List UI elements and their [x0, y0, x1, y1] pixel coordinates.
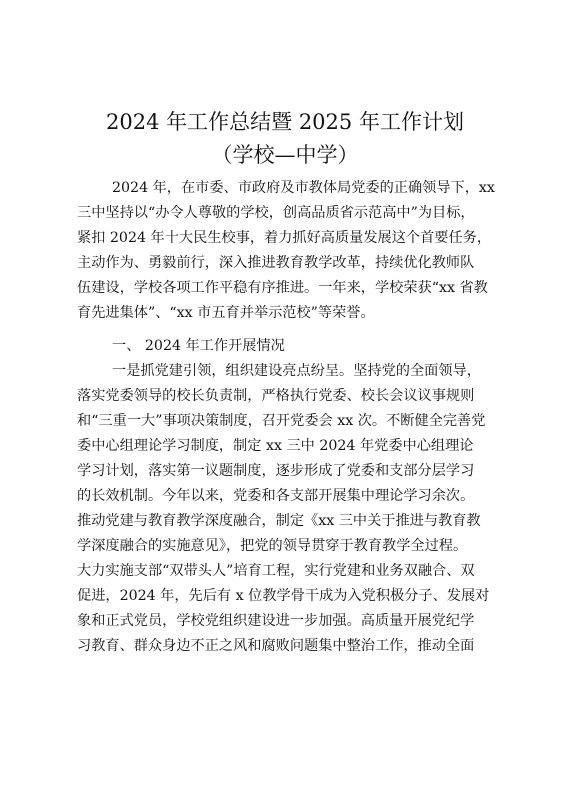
paragraph-line: 一是抓党建引领，组织建设亮点纷呈。坚持党的全面领导，: [112, 363, 481, 379]
document-title: 2024 年工作总结暨 2025 年工作计划: [106, 110, 464, 134]
paragraph-line: 大力实施支部“双带头人”培育工程，实行党建和业务双融合、双: [77, 563, 475, 579]
document-subtitle: （学校—中学）: [211, 143, 359, 167]
section-heading: 一、 2024 年工作开展情况: [112, 338, 285, 354]
paragraph-line: 学习计划，落实第一议题制度，逐步形成了党委和支部分层学习: [77, 463, 475, 479]
paragraph-line: 习教育、群众身边不正之风和腐败问题集中整治工作，推动全面: [77, 638, 475, 654]
paragraph-line: 三中坚持以“办令人尊敬的学校，创高品质省示范高中”为目标，: [77, 205, 475, 221]
paragraph-line: 促进，2024 年，先后有 x 位教学骨干成为入党积极分子、发展对: [77, 588, 490, 604]
paragraph-line: 2024 年，在市委、市政府及市教体局党委的正确领导下，xx: [112, 180, 495, 196]
paragraph-line: 学深度融合的实施意见》，把党的领导贯穿于教育教学全过程。: [77, 538, 468, 554]
paragraph-line: 育先进集体”、“xx 市五育并举示范校”等荣誉。: [77, 305, 375, 321]
paragraph-line: 主动作为、勇毅前行，深入推进教育教学改革，持续优化教师队: [77, 255, 475, 271]
paragraph-line: 紧扣 2024 年十大民生校事，着力抓好高质量发展这个首要任务，: [77, 230, 492, 246]
paragraph-line: 委中心组理论学习制度，制定 xx 三中 2024 年党委中心组理论: [77, 438, 474, 454]
paragraph-line: 的长效机制。今年以来，党委和各支部开展集中理论学习余次。: [77, 488, 475, 504]
paragraph-line: 伍建设，学校各项工作平稳有序推进。一年来，学校荣获“xx 省教: [77, 280, 488, 296]
paragraph-line: 象和正式党员，学校党组织建设进一步加强。高质量开展党纪学: [77, 613, 475, 629]
paragraph-line: 落实党委领导的校长负责制，严格执行党委、校长会议议事规则: [77, 388, 475, 404]
paragraph-line: 和“三重一大”事项决策制度，召开党委会 xx 次。不断健全完善党: [77, 413, 486, 429]
paragraph-line: 推动党建与教育教学深度融合，制定《xx 三中关于推进与教育教: [77, 513, 481, 529]
